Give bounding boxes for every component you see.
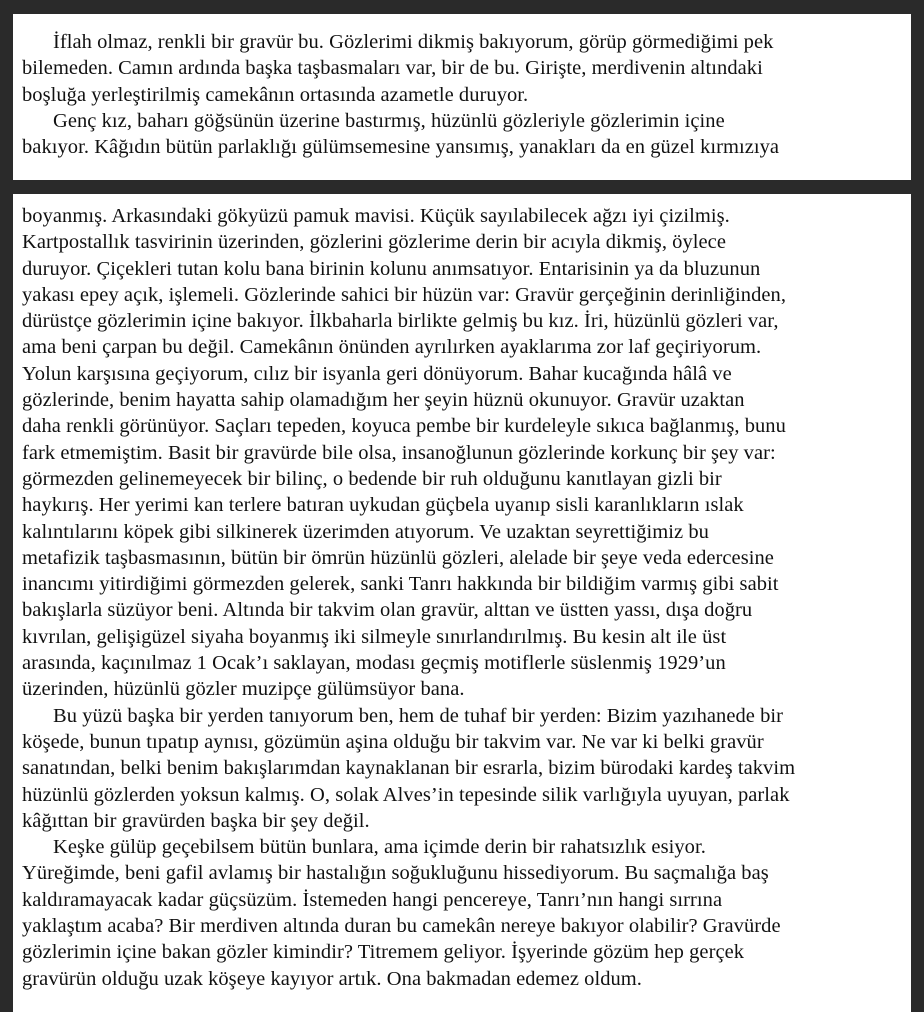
text-line: bilemeden. Camın ardında başka taşbasmaları var, bir de bu. Girişte, merdivenin altındaki xyxy=(22,57,763,80)
text-line: arasında, kaçınılmaz 1 Ocak’ı saklayan, modası geçmiş motiflerle süslenmiş 1929’un xyxy=(22,652,726,675)
text-line: Keşke gülüp geçebilsem bütün bunlara, ama içimde derin bir rahatsızlık esiyor. xyxy=(53,836,706,859)
text-line: sanatından, belki benim bakışlarımdan kaynaklanan bir esrarla, bizim bürodaki kardeş takvim xyxy=(22,757,796,780)
text-line: Yolun karşısına geçiyorum, cılız bir isyanla geri dönüyorum. Bahar kucağında hâlâ ve xyxy=(22,362,732,385)
text-line: bakıyor. Kâğıdın bütün parlaklığı gülümsemesine yansımış, yanakları da en güzel kırmızıya xyxy=(22,136,780,159)
text-line: yakası epey açık, işlemeli. Gözlerinde sahici bir hüzün var: Gravür gerçeğinin derinliğinden, xyxy=(22,283,787,306)
bottom-page xyxy=(13,194,911,1012)
text-line: dürüstçe gözlerimin içine bakıyor. İlkbaharla birlikte gelmiş bu kız. İri, hüzünlü gözleri var, xyxy=(22,310,779,333)
text-line: duruyor. Çiçekleri tutan kolu bana birinin kolunu anımsatıyor. Entarisinin ya da bluzunun xyxy=(22,257,761,280)
text-line: metafizik taşbasmasının, bütün bir ömrün hüzünlü gözleri, alelade bir şeye veda edercesine xyxy=(22,546,774,569)
text-line: köşede, bunun tıpatıp aynısı, gözümün aşina olduğu bir takvim var. Ne var ki belki gravür xyxy=(22,730,764,753)
text-line: hüzünlü gözlerden yoksun kalmış. O, solak Alves’in tepesinde silik varlığıyla uyuyan, parlak xyxy=(22,783,790,806)
text-line: gözlerimin içine bakan gözler kimindir? Titremem geliyor. İşyerinde gözüm hep gerçek xyxy=(22,941,745,964)
text-line: boşluğa yerleştirilmiş camekânın ortasında azametle duruyor. xyxy=(22,83,529,106)
text-line: Kartpostallık tasvirinin üzerinden, gözlerini gözlerime derin bir acıyla dikmiş, öylece xyxy=(22,231,726,254)
text-line: Yüreğimde, beni gafil avlamış bir hastalığın soğukluğunu hissediyorum. Bu saçmalığa baş xyxy=(22,862,769,885)
text-line: gözlerinde, benim hayatta sahip olamadığım her şeyin hüznü okunuyor. Gravür uzaktan xyxy=(22,389,745,412)
text-line: yaklaştım acaba? Bir merdiven altında duran bu camekân nereye bakıyor olabilir? Gravürde xyxy=(22,915,781,938)
text-line: kalıntılarını köpek gibi silkinerek üzerimden atıyorum. Ve uzaktan seyrettiğimiz bu xyxy=(22,520,709,543)
text-line: kaldıramayacak kadar güçsüzüm. İstemeden hangi pencereye, Tanrı’nın hangi sırrına xyxy=(22,888,723,911)
text-line: boyanmış. Arkasındaki gökyüzü pamuk mavisi. Küçük sayılabilecek ağzı iyi çizilmiş. xyxy=(22,205,730,227)
text-line: inancımı yitirdiğimi görmezden gelerek, sanki Tanrı hakkında bir bildiğim varmış gibi sabit xyxy=(22,573,779,596)
text-line: Bu yüzü başka bir yerden tanıyorum ben, hem de tuhaf bir yerden: Bizim yazıhanede bir xyxy=(53,704,784,727)
text-line: fark etmemiştim. Basit bir gravürde bile olsa, insanoğlunun gözlerinde korkunç bir şey var: xyxy=(22,441,776,464)
text-line: ama beni çarpan bu değil. Camekânın önünden ayrılırken ayaklarıma zor laf geçiriyorum. xyxy=(22,336,762,359)
text-line: görmezden gelinemeyecek bir bilinç, o bedende bir ruh olduğunu kanıtlayan gizli bir xyxy=(22,467,722,490)
text-line: gravürün olduğu uzak köşeye kayıyor artık. Ona bakmadan edemez oldum. xyxy=(22,967,642,990)
text-line: Genç kız, baharı göğsünün üzerine bastırmış, hüzünlü gözleriyle gözlerimin içine xyxy=(53,109,725,132)
text-line: haykırış. Her yerimi kan terlere batıran uykudan güçbela uyanıp sisli karanlıkların ıslak xyxy=(22,494,744,517)
text-line: kıvrılan, gelişigüzel siyaha boyanmış iki silmeyle sınırlandırılmış. Bu kesin alt ile üst xyxy=(22,625,727,648)
text-line: üzerinden, hüzünlü gözler muzipçe gülümsüyor bana. xyxy=(22,678,465,701)
text-line: daha renkli görünüyor. Saçları tepeden, koyuca pembe bir kurdeleyle sıkıca bağlanmış, bunu xyxy=(22,415,786,438)
top-page xyxy=(13,14,911,180)
text-line: bakışlarla süzüyor beni. Altında bir takvim olan gravür, alttan ve üstten yassı, dışa doğru xyxy=(22,599,753,622)
text-line: İflah olmaz, renkli bir gravür bu. Gözlerimi dikmiş bakıyorum, görüp görmediğimi pek xyxy=(53,31,774,53)
text-line: kâğıttan bir gravürden başka bir şey değil. xyxy=(22,809,370,832)
